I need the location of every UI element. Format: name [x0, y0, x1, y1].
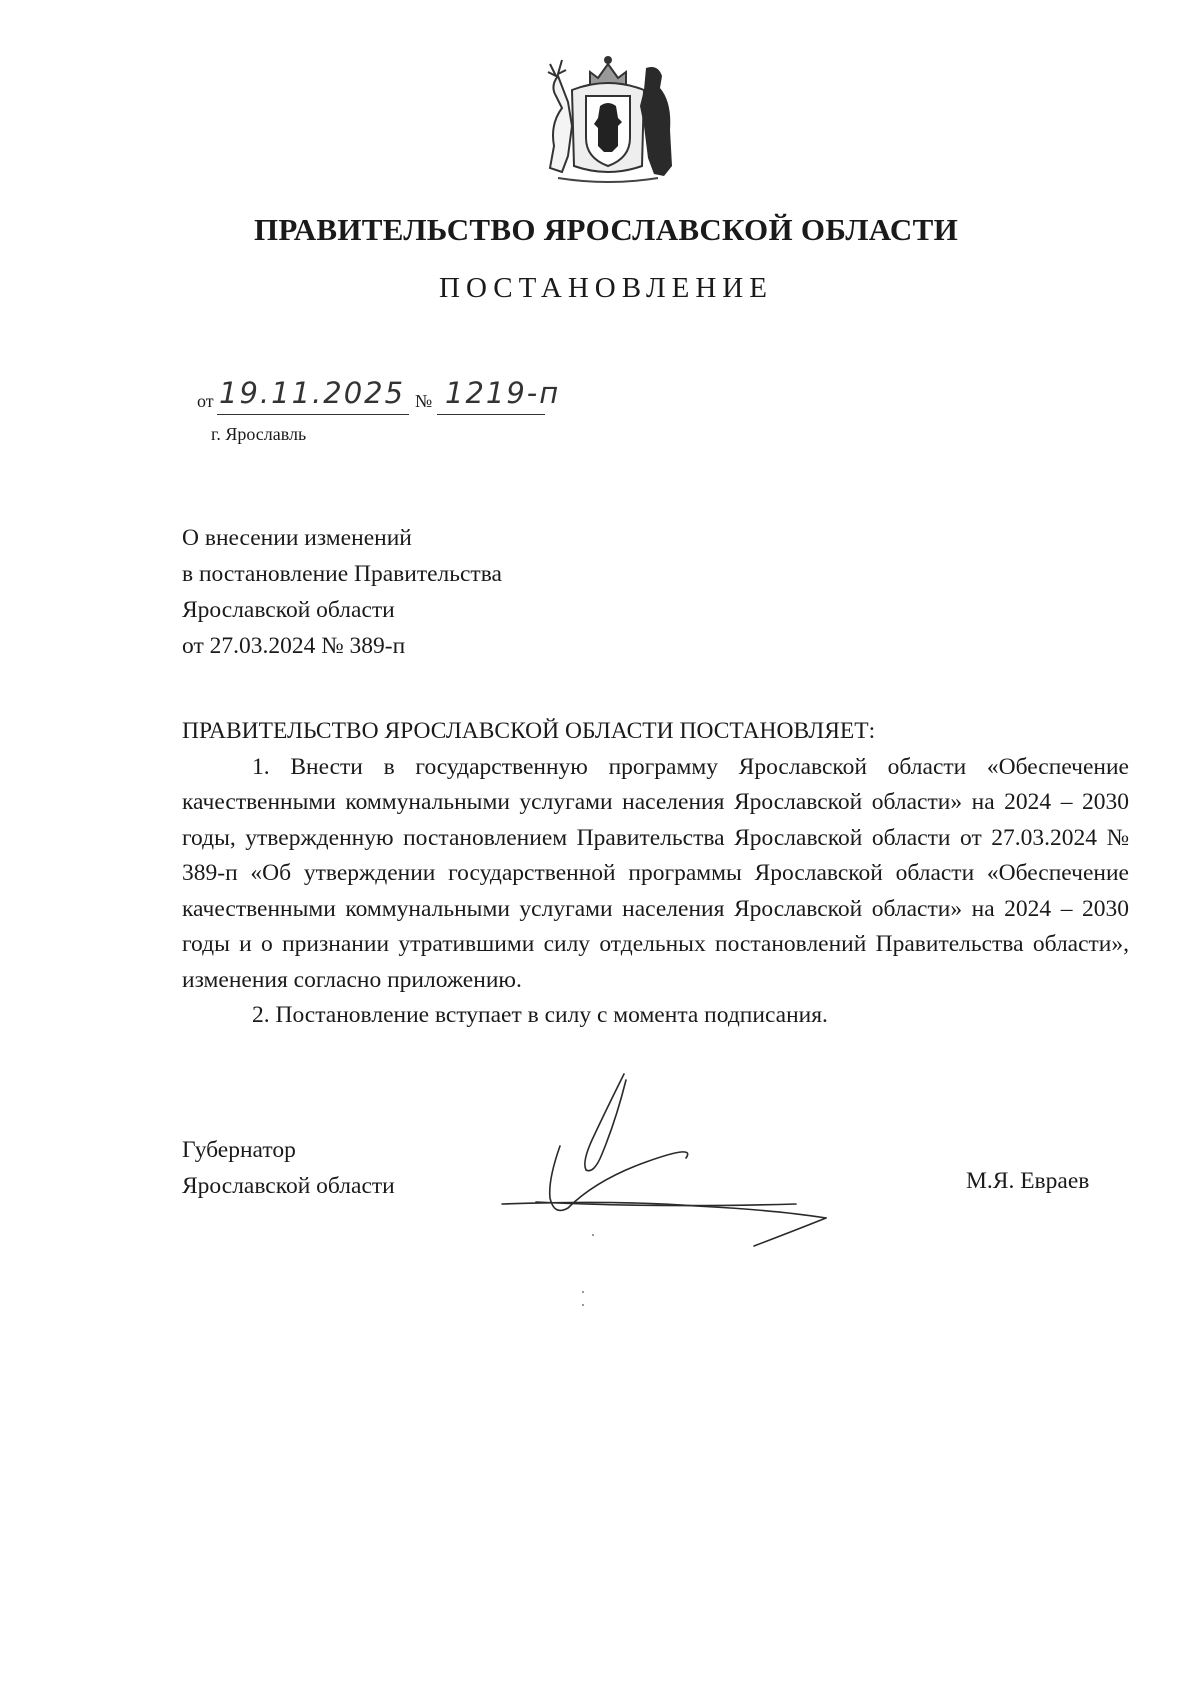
- scan-speck: [582, 1291, 584, 1293]
- organization-title: ПРАВИТЕЛЬСТВО ЯРОСЛАВСКОЙ ОБЛАСТИ: [254, 212, 958, 247]
- item-2: 2. Постановление вступает в силу с момента подписания.: [252, 1002, 828, 1028]
- subject-line: в постановление Правительства: [182, 561, 502, 587]
- position-line: Губернатор: [182, 1137, 296, 1163]
- subject-line: Ярославской области: [182, 597, 395, 623]
- date-underline: [217, 414, 409, 415]
- handwritten-signature-icon: [496, 1070, 876, 1250]
- document-type-title: ПОСТАНОВЛЕНИЕ: [439, 272, 773, 304]
- handwritten-number: 1219-п: [445, 376, 561, 410]
- reference-line: [197, 376, 597, 414]
- item-1: 1. Внести в государственную программу Ярославской области «Обеспечение качественными коммунальными услугами населения Ярославской области» на 2024 – 2030 годы, утвержденную постановлением Правительства Ярославской области от 27.03.2024 № 389-п «Об утверждении государственной программы Ярославской области «Обеспечение качественными коммунальными услугами населения Ярославской области» на 2024 – 2030 годы и о признании утратившими силу отдельных постановлений Правительства области», изменения согласно приложению.: [182, 753, 1129, 993]
- coat-of-arms-icon: [528, 46, 688, 186]
- subject-line: О внесении изменений: [182, 525, 412, 551]
- signatory-position: [182, 1132, 395, 1204]
- scan-speck: [582, 1304, 584, 1306]
- number-label: №: [415, 391, 433, 411]
- document-body: [182, 714, 1129, 1034]
- number-underline: [437, 414, 545, 415]
- subject-line: от 27.03.2024 № 389-п: [182, 633, 406, 659]
- signatory-name: М.Я. Евраев: [966, 1168, 1090, 1194]
- handwritten-date: 19.11.2025: [219, 376, 406, 410]
- city: г. Ярославль: [211, 424, 307, 444]
- scan-speck: [592, 1234, 594, 1236]
- preamble: ПРАВИТЕЛЬСТВО ЯРОСЛАВСКОЙ ОБЛАСТИ ПОСТАНОВЛЯЕТ:: [182, 718, 876, 744]
- position-line: Ярославской области: [182, 1173, 395, 1199]
- subject-block: [182, 520, 502, 664]
- date-label: от: [197, 391, 214, 411]
